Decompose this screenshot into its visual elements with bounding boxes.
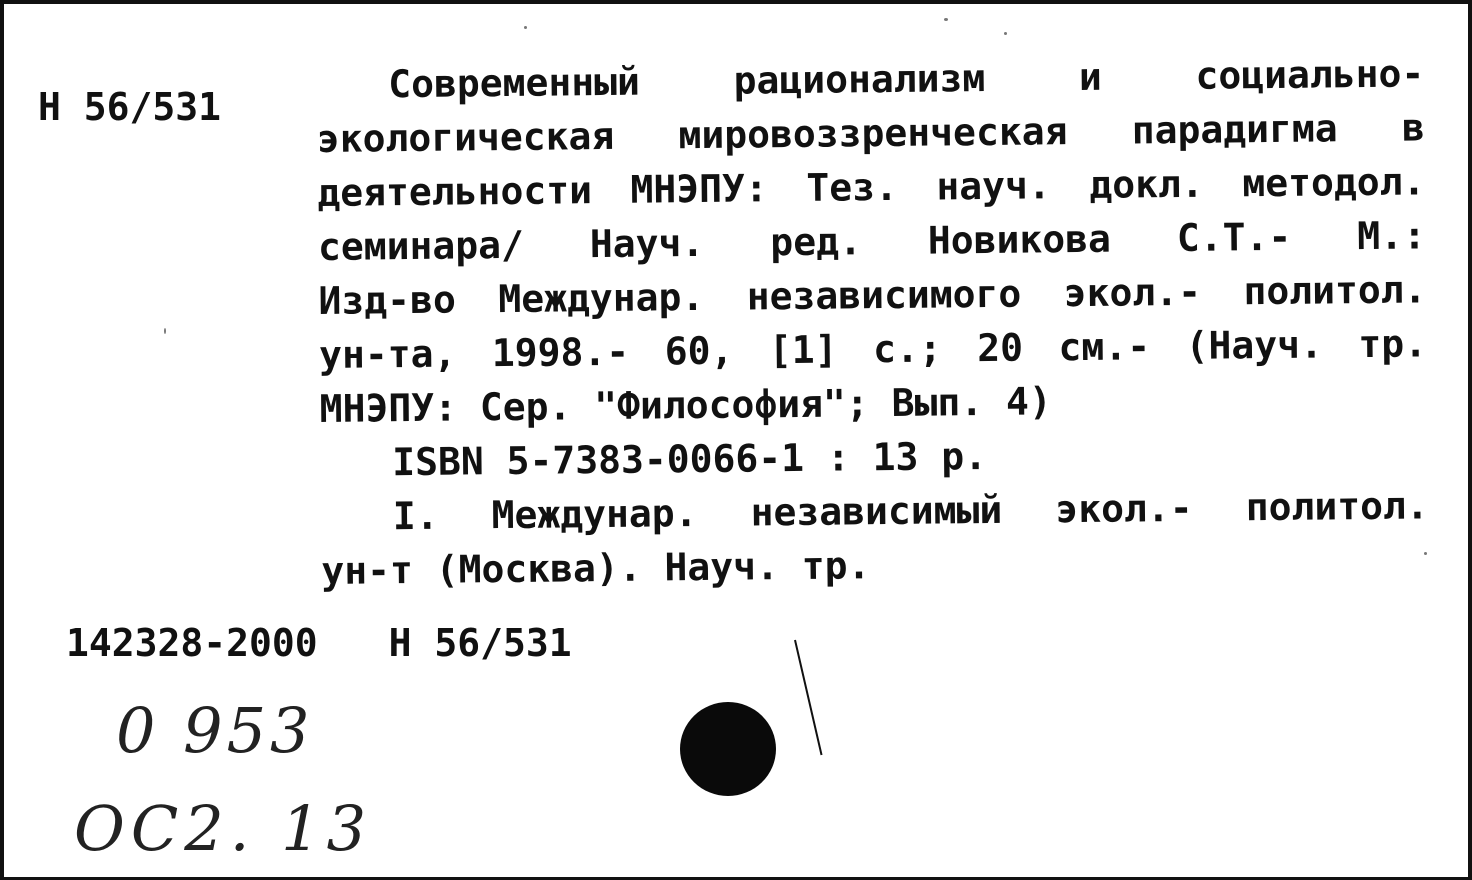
speck (944, 18, 948, 21)
shelfmark-bottom: Н 56/531 (388, 621, 572, 665)
accession-number: 142328-2000 (66, 621, 318, 665)
speck (164, 328, 166, 334)
speck (1424, 552, 1427, 555)
shelfmark-top: Н 56/531 (38, 85, 222, 129)
entry-line-2: экологическая мировоззренческая парадигма в (316, 105, 1426, 161)
entry-line-3: деятельности МНЭПУ: Тез. науч. докл. методол. (317, 159, 1426, 215)
entry-line-4: семинара/ Науч. ред. Новикова С.Т.- М.: (317, 213, 1427, 269)
entry-line-6: ун-та, 1998.- 60, [1] с.; 20 см.- (Науч. тр. (318, 321, 1428, 377)
handwritten-note-1: 0 953 (116, 694, 314, 767)
bibliographic-entry (316, 46, 1430, 598)
handwritten-note-2: ОС2. 13 (74, 792, 373, 865)
entry-line-10: ун-т (Москва). Науч. тр. (321, 543, 871, 593)
bottom-reference (66, 616, 572, 670)
entry-line-1: Современный рационализм и социально- (388, 51, 1425, 107)
speck (524, 26, 527, 29)
isbn-line: ISBN 5-7383-0066-1 : 13 р. (392, 433, 988, 485)
entry-line-5: Изд-во Междунар. независимого экол.- политол. (318, 267, 1427, 323)
entry-line-7: МНЭПУ: Сер. "Философия"; Вып. 4) (319, 379, 1052, 431)
entry-line-9: I. Междунар. независимый экол.- политол. (392, 483, 1429, 539)
scan-scratch (794, 640, 822, 755)
punch-hole (680, 702, 776, 796)
speck (1004, 32, 1007, 35)
